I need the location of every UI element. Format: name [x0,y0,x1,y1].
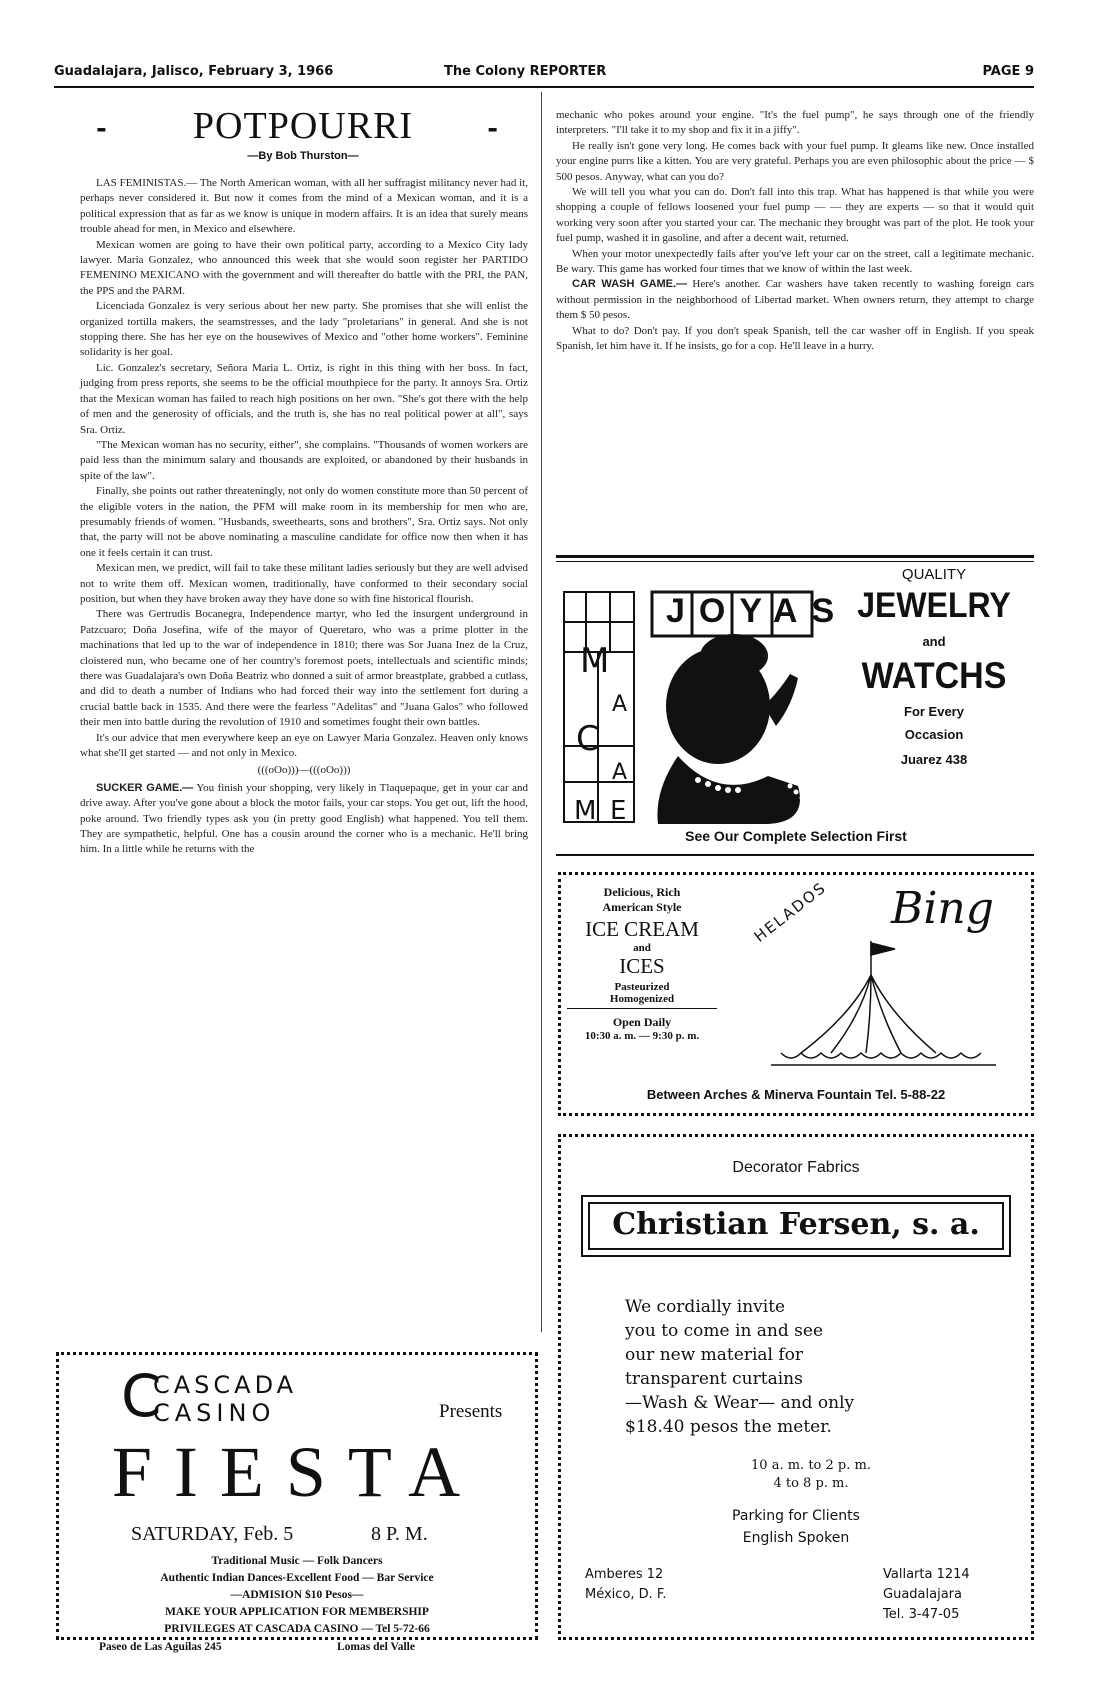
casino-detail-line: —ADMISION $10 Pesos— [230,1589,364,1601]
ice-cream-line1: Delicious, Rich [603,885,681,899]
header-paper-name: The Colony REPORTER [444,64,607,79]
for-every-label: For Every [904,704,964,719]
quality-label: QUALITY [901,566,967,583]
jewelry-label: JEWELRY [857,585,1011,625]
jewelry-ad-copy [836,566,1032,767]
bing-logo: Bing [891,883,994,934]
paragraph: It's our advice that men everywhere keep an eye on Lawyer Maria Gonzalez. Heaven only knows what she'll get started — and not only in Mexico. [80,731,528,760]
sucker-game-lead: SUCKER GAME.— [96,781,194,794]
macame-letter: A [612,692,628,717]
header-rule [54,86,1034,88]
fabrics-body-line: you to come in and see [625,1321,824,1341]
parking-label: Parking for Clients [732,1508,860,1524]
article-title: POTPOURRI [192,105,414,147]
fabrics-hours-afternoon: 4 to 8 p. m. [773,1476,849,1491]
fabrics-brand-frame [581,1195,1011,1257]
paragraph: What to do? Don't pay. If you don't speak Spanish, tell the car washer off in English. If you speak Spanish, let him have it. If he insists, go for a cop. He'll leave in a hurry. [556,324,1034,353]
fabrics-hours [701,1457,921,1493]
jewelry-ad [558,566,1034,856]
title-dash-left: - [96,114,107,144]
pasteurized-label: Pasteurized [614,981,670,993]
paragraph: "The Mexican woman has no security, either", she complains. "Thousands of women workers are paid less than the minimum salary and thousands are exploited, or abandoned by their husbands in spite of the law". [80,438,528,482]
casino-details [59,1553,535,1638]
jewelry-address: Juarez 438 [900,752,968,767]
macame-letter: C [576,719,600,759]
paragraph: Mexican women are going to have their own political party, according to a Mexico City lady lawyer. Maria Gonzalez, who announced this week that she would soon register her PARTIDO FEMENINO MEXICANO with the government and will thereafter do battle with the PRI, the PAN, the PPS and the PARM. [80,238,528,297]
ad-rule-top-thin [556,561,1034,562]
paragraph: mechanic who pokes around your engine. "It's the fuel pump", he says through one of the friendly interpreters. "I'll take it to my shop and fix it in a jiffy". [556,109,1034,137]
paragraph: We will tell you what you can do. Don't fall into this trap. What has happened is that while you were shopping a couple of fellows loosened your fuel pump — — they are experts — so that it would quit working very soon after you started your car. The mechanic they brought was part of the plot. He took your fuel pump, washed it in gasoline, and after a decent wait, returned. [556,186,1034,245]
article-column-1 [80,176,528,858]
article-byline: —By Bob Thurston— [247,150,359,162]
fabrics-body-line: —Wash & Wear— and only [625,1393,855,1413]
casino-name-2: CASINO [153,1399,276,1427]
page-header [54,64,1034,86]
fabrics-body-line: transparent curtains [625,1369,803,1389]
casino-name-1: CASCADA [153,1371,298,1399]
ice-cream-label: ICE CREAM [585,917,699,941]
address-line: Vallarta 1214 [883,1567,970,1582]
macame-letter: M [580,641,610,681]
fabrics-address-guadalajara [883,1565,970,1625]
open-daily-label: Open Daily [612,1015,672,1029]
english-spoken-label: English Spoken [742,1530,850,1546]
paragraph: There was Gertrudis Bocanegra, Independence martyr, who led the insurgent underground in Patzcuaro; Doña Josefina, wife of the mayor of Queretaro, who was a prime plotter in the machinations that led up to the war of independence in 1810; there was Sor Juana Inez de la Cruz, cloistered nun, who became one of her country's foremost poets, intellectuals and scientific minds; there was Guadalajara's own Doña Beatriz who donned a suit of armor breastplate, grabbed a cutlass, and did to death a number of Indians who had forced their way into the settlement fort during a crucial battle back in 1535. And there were the fearless "Adelitas" and "Juana Galos" who followed their men into battle during the revolution of 1910 and sometimes fought their own battles. [80,608,528,729]
fabrics-body-line: We cordially invite [625,1297,786,1317]
helados-label: HELADOS [750,878,830,946]
christian-fersen-brand: Christian Fersen, s. a. [612,1207,980,1242]
header-place-date: Guadalajara, Jalisco, February 3, 1966 [54,64,334,79]
paragraph: When your motor unexpectedly fails after you've left your car on the street, call a legitimate mechanic. Be wary. This game has worked four times that we know of within the last week. [556,247,1034,276]
ice-cream-and: and [633,942,651,954]
paragraph: LAS FEMINISTAS.— The North American woman, with all her suffragist militancy never had it, perhaps never considered it. But now it comes from the mind of a Mexican woman, and it is a political expression that as far as we know is unique in modern affairs. It is an idea that surely means trouble ahead for men, in Mexico and elsewhere. [80,177,528,236]
paragraph: Finally, she points out rather threateningly, not only do women constitute more than 50 percent of the eligible voters in the nation, the PFM will make room in its membership for men who are, presumably friends of women. "Husbands, sweethearts, sons and brothers", Sra. Ortiz says. Not only that, the party will not be above nominating a masculine candidate for office now then when it has one it feels certain it can trust. [80,485,528,559]
paragraph: Licenciada Gonzalez is very serious about her new party. She promises that she will enlist the organized tortilla makers, the seamstresses, and the lady "proletarians" in general. And she is not stopping there. She has her eye on the housewives of Mexico and "other home workers". Feminine solidarity is her goal. [80,300,528,359]
address-line: Guadalajara [883,1587,962,1602]
fabrics-body-line: $18.40 pesos the meter. [625,1417,832,1437]
fabrics-services [661,1505,931,1549]
casino-detail-line: Traditional Music — Folk Dancers [211,1555,383,1567]
macame-letter: A [612,760,628,785]
fabrics-hours-morning: 10 a. m. to 2 p. m. [751,1458,871,1473]
fiesta-title: FIESTA [111,1432,483,1512]
car-wash-lead: CAR WASH GAME.— [572,278,688,291]
ice-cream-ad [558,872,1034,1116]
macame-letter: M [574,796,597,826]
casino-address-colony: Lomas del Valle [337,1641,415,1653]
fabrics-address-mexico [585,1565,666,1605]
macame-letter: E [610,796,627,826]
article-title-block [78,104,528,162]
casino-ad [56,1352,538,1653]
address-line: México, D. F. [585,1587,667,1602]
and-label: and [922,634,946,649]
ad-rule-bottom [556,854,1034,856]
car-wash-text: Here's another. Car washers have taken recently to washing foreign cars without permission in the neighborhood of Libertad market. When owners return, they attempt to charge them $ 50 pesos. [556,278,1035,322]
homogenized-label: Homogenized [567,993,717,1009]
woman-silhouette [657,634,804,824]
ices-label: ICES [619,954,665,978]
ice-cream-hours: 10:30 a. m. — 9:30 p. m. [584,1030,700,1042]
fabrics-body-line: our new material for [625,1345,804,1365]
section-separator: (((oOo)))—(((oOo))) [257,764,351,777]
ice-cream-line2: American Style [602,900,682,914]
casino-detail-line: PRIVILEGES AT CASCADA CASINO — Tel 5-72-66 [164,1623,430,1635]
casino-detail-line: Authentic Indian Dances-Excellent Food — Bar Service [160,1572,434,1584]
jewelry-tagline: See Our Complete Selection First [685,828,907,844]
joyas-brand: JOYAS [666,592,849,630]
casino-presents: Presents [439,1401,503,1422]
paragraph [80,781,528,858]
paragraph: Mexican men, we predict, will fail to take these militant ladies seriously but they are well advised not to write them off. Mexican women, traditionally, have conformed to their secondary social position, but when they have broken away they have done so with fine historical flourish. [80,562,528,605]
paragraph: Lic. Gonzalez's secretary, Señora Maria L. Ortiz, is right in this thing with her boss. In fact, judging from press reports, she seems to be the official mouthpiece for the party. It annoys Sra. Ortiz that the Mexican woman has failed to reach high positions on her own. "She's got there with the help of men and the generosity of officials, and the truth is, she has no real political power at all", says Sra. Ortiz. [80,361,528,436]
address-line: Tel. 3-47-05 [883,1607,960,1622]
watchs-label: WATCHS [861,655,1007,697]
occasion-label: Occasion [904,727,964,742]
header-page-number: PAGE 9 [982,64,1034,79]
article-column-2 [556,108,1034,355]
column-divider [541,92,542,1332]
fabrics-body [625,1295,1005,1439]
ice-cream-copy [567,885,717,1042]
paragraph: He really isn't gone very long. He comes back with your fuel pump. It gleams like new. Once installed your engine purrs like a kitten. You are very grateful. Perhaps you are even philosophic about the price — $ 500 pesos. Anyway, what can you do? [556,139,1034,183]
casino-big-c: C [121,1362,162,1430]
ad-rule-top [556,555,1034,558]
ice-cream-tent-illustration [761,935,1021,1075]
ice-cream-address: Between Arches & Minerva Fountain Tel. 5-88-22 [646,1087,946,1102]
sucker-game-text: You finish your shopping, very likely in Tlaquepaque, get in your car and drive away. After you've gone about a block the motor fails, your car stops. You get out, lift the hood, poke around. Two friendly types ask you (in pretty good English) what happened. You tell them. They are sympathetic, helpful. One has a cousin around the corner who is a mechanic. He'll bring him. In a little while he returns with the [80,781,529,856]
fiesta-time: 8 P. M. [371,1523,428,1545]
fiesta-date: SATURDAY, Feb. 5 [131,1523,294,1545]
title-dash-right: - [487,114,498,144]
fabrics-ad [558,1134,1034,1640]
address-line: Amberes 12 [585,1567,664,1582]
paragraph [556,277,1034,323]
casino-detail-line: MAKE YOUR APPLICATION FOR MEMBERSHIP [165,1606,429,1618]
casino-address-street: Paseo de Las Aguilas 245 [99,1641,222,1653]
decorator-fabrics-label: Decorator Fabrics [732,1159,860,1176]
